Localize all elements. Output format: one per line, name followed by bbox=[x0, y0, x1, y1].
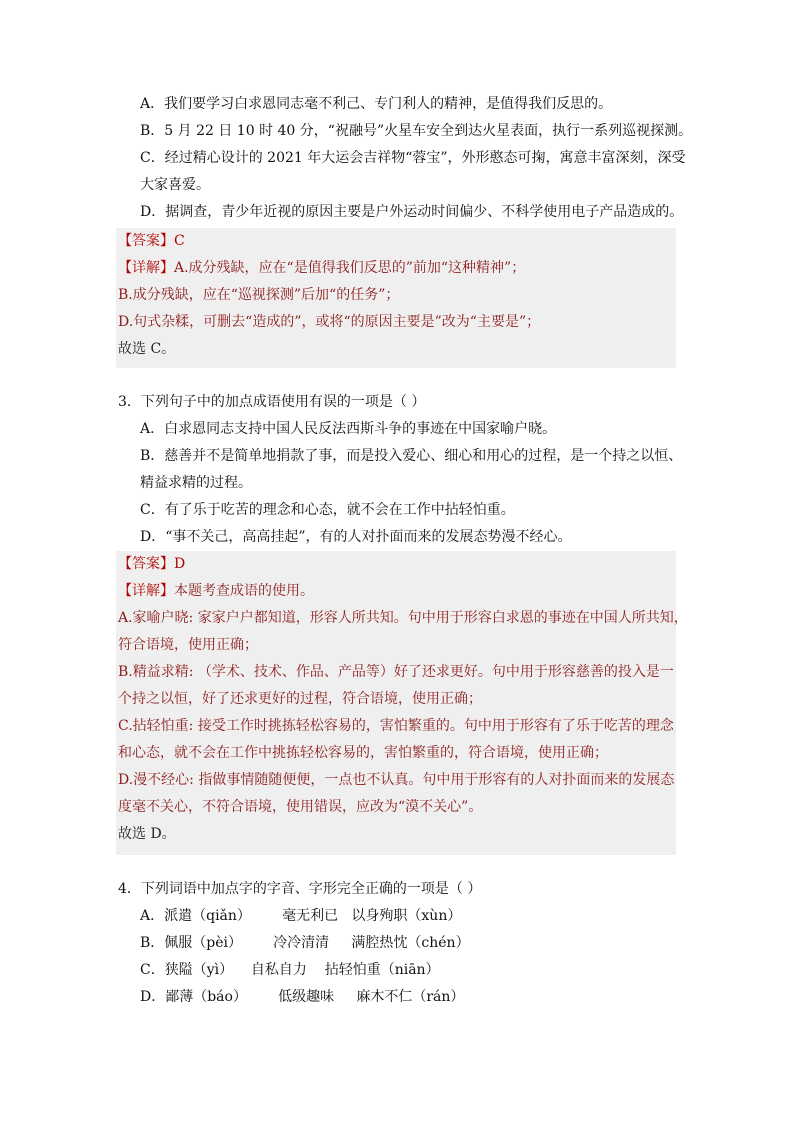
question-4 bbox=[118, 876, 678, 1011]
q2-detail-text-3: D.句式杂糅，可删去“造成的”，或将“的原因主要是”改为“主要是”； bbox=[118, 314, 541, 330]
question-2-answer-panel bbox=[116, 228, 676, 368]
q2-detail-text-2: B.成分残缺，应在“巡视探测”后加“的任务”； bbox=[118, 287, 400, 303]
q3-detail-c-2: 和心态，就不会在工作中挑拣轻松容易的，害怕繁重的，符合语境，使用正确； bbox=[118, 745, 608, 761]
q2-option-a: A．我们要学习白求恩同志毫不利己、专门利人的精神，是值得我们反思的。 bbox=[140, 96, 613, 112]
q2-answer-line bbox=[116, 228, 676, 255]
q2-answer-label: 【答案】 bbox=[118, 233, 174, 249]
q3-answer-label: 【答案】 bbox=[118, 556, 174, 572]
q3-detail-b-2: 个持之以恒，好了还求更好的过程，符合语境，使用正确； bbox=[118, 691, 482, 707]
q3-detail-conclusion: 故选 D。 bbox=[118, 826, 176, 842]
q3-answer-value: D bbox=[174, 556, 186, 572]
q3-detail-intro: 本题考查成语的使用。 bbox=[174, 583, 314, 599]
q2-option-c: C．经过精心设计的 2021 年大运会吉祥物“蓉宝”，外形憨态可掬，寓意丰富深刻，深受 bbox=[140, 150, 686, 166]
q2-detail-line-1 bbox=[116, 255, 676, 282]
question-3 bbox=[118, 389, 683, 551]
q3-stem: 3．下列句子中的加点成语使用有误的一项是（ ） bbox=[118, 394, 426, 410]
q3-detail-b-1: B.精益求精: （学术、技术、作品、产品等）好了还求更好。句中用于形容慈善的投入是一 bbox=[118, 664, 674, 680]
q3-detail-a-2: 符合语境，使用正确； bbox=[118, 637, 258, 653]
question-3-answer-panel bbox=[116, 551, 688, 855]
q3-detail-c-1: C.拈轻怕重: 接受工作时挑拣轻松容易的，害怕繁重的。句中用于形容有了乐于吃苦的理念 bbox=[118, 718, 674, 734]
q3-option-d: D．“事不关己，高高挂起”，有的人对扑面而来的发展态势漫不经心。 bbox=[140, 529, 572, 545]
q3-answer-line bbox=[116, 551, 676, 578]
q2-option-d: D．据调查，青少年近视的原因主要是户外运动时间偏少、不科学使用电子产品造成的。 bbox=[140, 204, 684, 220]
q3-detail-line-1 bbox=[116, 578, 676, 605]
q2-answer-value: C bbox=[174, 233, 185, 249]
q3-detail-d-1: D.漫不经心: 指做事情随随便便，一点也不认真。句中用于形容有的人对扑面而来的发展态 bbox=[118, 772, 675, 788]
q4-option-c: C．狭隘（yì） 自私自力 拈轻怕重（niān） bbox=[140, 962, 440, 978]
q2-option-b: B．5 月 22 日 10 时 40 分，“祝融号”火星车安全到达火星表面，执行一系列巡视探测。 bbox=[140, 123, 693, 139]
q3-detail-a-1: A.家喻户晓: 家家户户都知道，形容人所共知。句中用于形容白求恩的事迹在中国人所共知， bbox=[118, 610, 688, 626]
q3-detail-label: 【详解】 bbox=[118, 583, 174, 599]
q4-option-d: D．鄙薄（báo） 低级趣味 麻木不仁（rán） bbox=[140, 989, 465, 1005]
q2-option-c-continued: 大家喜爱。 bbox=[140, 177, 210, 193]
q2-detail-conclusion: 故选 C。 bbox=[118, 341, 176, 357]
q3-option-b: B．慈善并不是简单地捐款了事，而是投入爱心、细心和用心的过程，是一个持之以恒、 bbox=[140, 448, 683, 464]
q3-detail-d-2: 度毫不关心，不符合语境，使用错误，应改为“漠不关心”。 bbox=[118, 799, 483, 815]
q3-option-b-continued: 精益求精的过程。 bbox=[140, 475, 252, 491]
q2-detail-label: 【详解】 bbox=[118, 260, 174, 276]
q4-option-b: B．佩服（pèi） 冷冷清清 满腔热忱（chén） bbox=[140, 935, 470, 951]
q4-option-a: A．派遣（qiǎn） 毫无利已 以身殉职（xùn） bbox=[140, 908, 462, 924]
q3-option-a: A．白求恩同志支持中国人民反法西斯斗争的事迹在中国家喻户晓。 bbox=[140, 421, 557, 437]
q2-detail-text-1: A.成分残缺，应在“是值得我们反思的”前加“这种精神”； bbox=[174, 260, 526, 276]
q4-stem: 4．下列词语中加点字的字音、字形完全正确的一项是（ ） bbox=[118, 881, 482, 897]
question-2-options bbox=[118, 91, 693, 226]
q3-option-c: C．有了乐于吃苦的理念和心态，就不会在工作中拈轻怕重。 bbox=[140, 502, 515, 518]
